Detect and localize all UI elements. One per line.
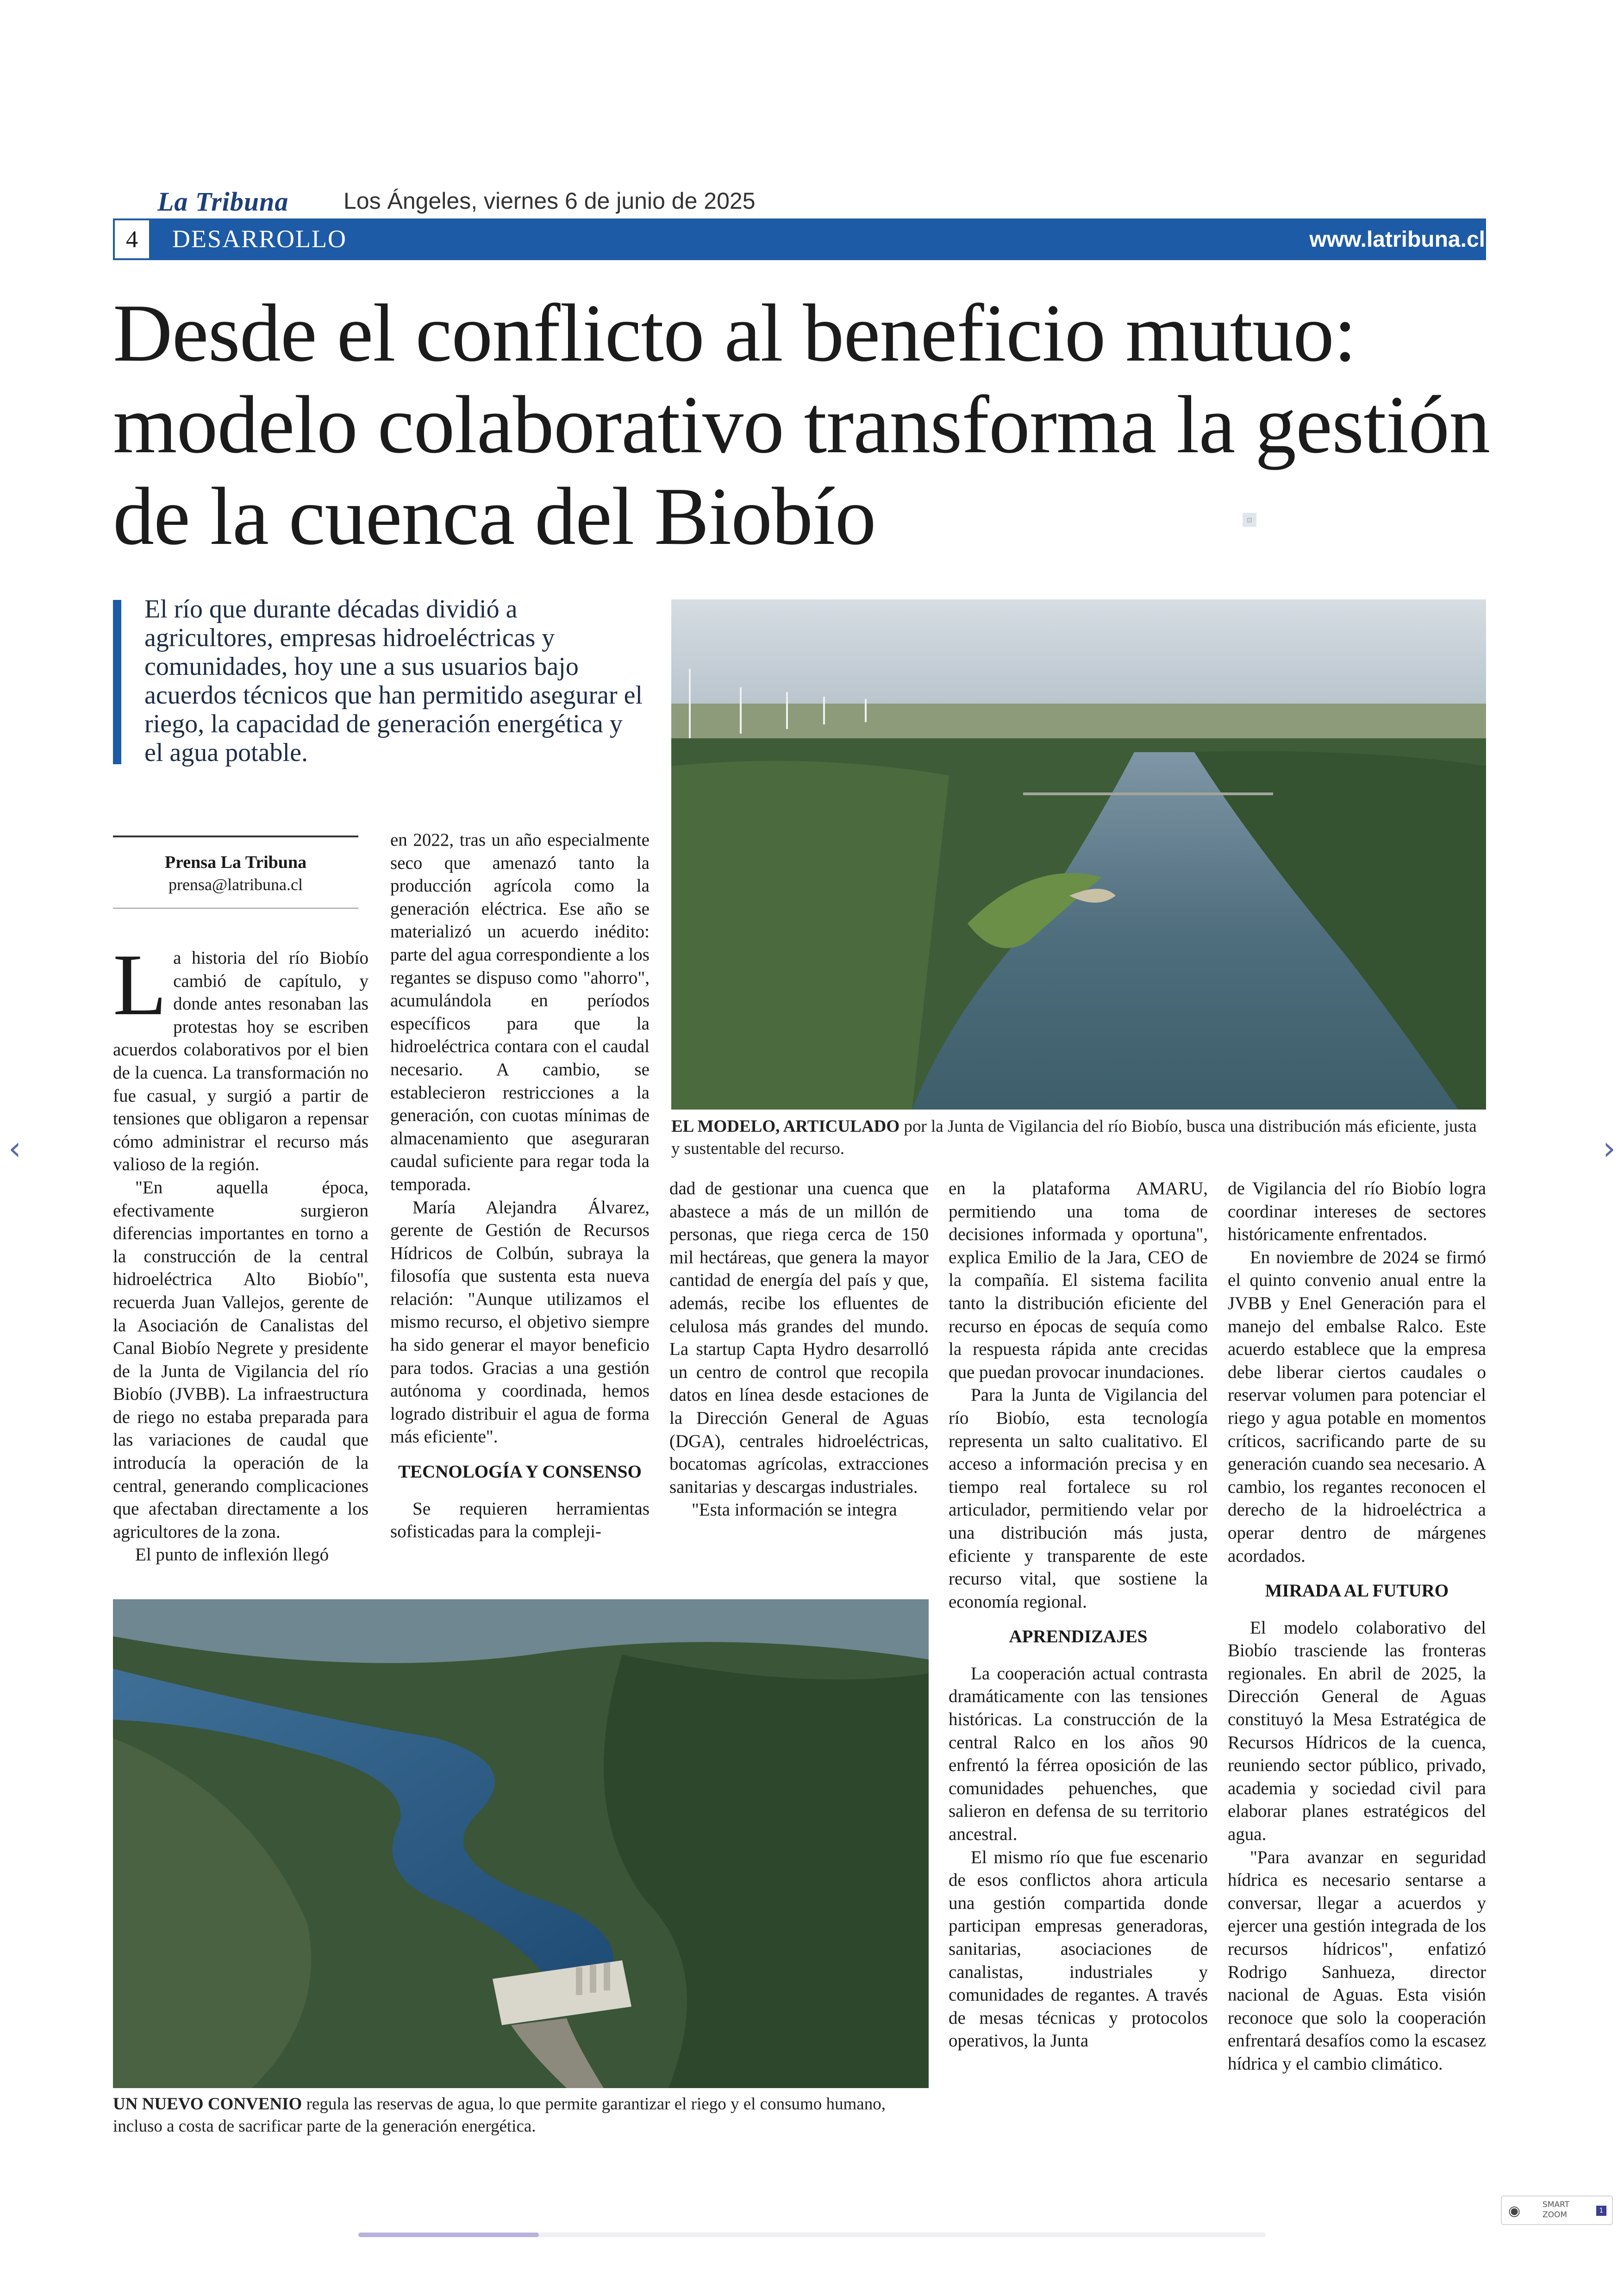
photo1-caption bbox=[671, 1116, 1486, 1160]
column-5-paragraph: "Para avanzar en seguridad hídrica es necesario sentarse a conversar, llegar a acuerdos y ejercer una gestión integrada de los recursos hídricos", enfatizó Rodrigo Sanhueza, director nacional de Aguas. Esta visión reconoce que solo la cooperación enfrentará desafíos como la escasez hídrica y el cambio climático. bbox=[1228, 1847, 1486, 2074]
subheading-tecnologia: TECNOLOGÍA Y CONSENSO bbox=[398, 1462, 642, 1482]
column-5-paragraph: El modelo colaborativo del Biobío trasciende las fronteras regionales. En abril de 2025, la Dirección General de Aguas constituyó la Mesa Estratégica de Recursos Hídricos de la cuenca, reuniendo sector público, privado, academia y sociedad civil para elaborar planes estratégicos del agua. bbox=[1228, 1617, 1486, 1845]
subheading-aprendizajes: APRENDIZAJES bbox=[1009, 1627, 1148, 1647]
section-label: DESARROLLO bbox=[172, 225, 347, 253]
article-column-4 bbox=[949, 1177, 1208, 2052]
column-4-paragraph: El mismo río que fue escenario de esos conflictos ahora articula una gestión compartida donde participan empresas generadoras, sanitarias, asociaciones de canalistas, industriales y comunidades de regantes. A través de mesas técnicas y protocolos operativos, la Junta bbox=[949, 1847, 1208, 2051]
page-number: 4 bbox=[113, 218, 151, 260]
byline-name: Prensa La Tribuna bbox=[164, 853, 307, 872]
article-column-1 bbox=[113, 936, 369, 1566]
article-deck: El río que durante décadas dividió a agricultores, empresas hidroeléctricas y comunidades, hoy une a sus usuarios bajo acuerdos técnicos que han permitido asegurar el riego, la capacidad de generación energética y el agua potable. bbox=[144, 595, 643, 767]
smart-zoom-label: SMART ZOOM bbox=[1543, 2200, 1570, 2220]
river-aerial-photo bbox=[671, 599, 1486, 1110]
column-3-paragraph: "Esta información se integra bbox=[692, 1500, 897, 1520]
scrollbar-thumb[interactable] bbox=[358, 2233, 539, 2237]
page-scrollbar[interactable] bbox=[358, 2233, 1266, 2237]
next-page-chevron-icon[interactable]: › bbox=[1603, 1129, 1616, 1167]
column-5-paragraph: de Vigilancia del río Biobío logra coordinar intereses de sectores históricamente enfrentados. bbox=[1228, 1179, 1486, 1245]
newspaper-logo: La Tribuna bbox=[157, 187, 289, 217]
column-5-paragraph: En noviembre de 2024 se firmó el quinto convenio anual entre la JVBB y Enel Generación para el manejo del embalse Ralco. Este acuerdo establece que la empresa debe liberar ciertos caudales o reservar volumen para potenciar el riego y agua potable en momentos críticos, sacrificando parte de su generación cuando sea necesario. A cambio, los regantes reconocen el derecho de la hidroeléctrica a operar dentro de márgenes acordados. bbox=[1228, 1247, 1486, 1566]
smart-zoom-button[interactable] bbox=[1501, 2195, 1613, 2225]
photo1-caption-text: por la Junta de Vigilancia del río Biobío, busca una distribución más eficiente, justa y sustentable del recurso. bbox=[671, 1117, 1477, 1158]
column-4-paragraph: La cooperación actual contrasta dramáticamente con las tensiones históricas. La construcción de la central Ralco en los años 90 enfrentó la férrea oposición de las comunidades pehuenches, que salieron en defensa de su territorio ancestral. bbox=[949, 1663, 1208, 1845]
column-1-paragraph: "En aquella época, efectivamente surgieron diferencias importantes en torno a la construcción de la central hidroeléctrica Alto Biobío", recuerda Juan Vallejos, gerente de la Asociación de Canalistas del Canal Biobío Negrete y presidente de la Junta de Vigilancia del río Biobío (JVBB). La infraestructura de riego no estaba preparada para las variaciones de caudal que introducía la operación de la central, generando complicaciones que afectaban directamente a los agricultores de la zona. bbox=[113, 1177, 369, 1542]
edit-marker-icon: ⊡ bbox=[1243, 513, 1256, 527]
column-4-paragraph: en la plataforma AMARU, permitiendo una toma de decisiones informada y oportuna", explica Emilio de la Jara, CEO de la compañía. El sistema facilita tanto la distribución eficiente del recurso en épocas de sequía como la respuesta rápida ante crecidas que puedan provocar inundaciones. bbox=[949, 1179, 1208, 1382]
dam-aerial-photo bbox=[113, 1599, 929, 2088]
column-2-paragraph: Se requieren herramientas sofisticadas para la compleji- bbox=[390, 1498, 650, 1542]
dam-aerial-illustration bbox=[113, 1599, 929, 2088]
article-headline: Desde el conflicto al beneficio mutuo: modelo colaborativo transforma la gestión de la cuenca del Biobío bbox=[113, 287, 1490, 562]
previous-page-chevron-icon[interactable]: ‹ bbox=[8, 1129, 21, 1167]
column-1-paragraph: La historia del río Biobío cambió de capítulo, y donde antes resonaban las protestas hoy se escriben acuerdos colaborativos por el bien de la cuenca. La transformación no fue casual, y surgió a partir de tensiones que obligaron a repensar cómo administrar el recurso más valioso de la región. bbox=[113, 936, 369, 1175]
deck-accent-bar bbox=[113, 600, 121, 764]
column-2-paragraph: María Alejandra Álvarez, gerente de Gestión de Recursos Hídricos de Colbún, subraya la filosofía que sustenta esta nueva relación: "Aunque utilizamos el mismo recurso, el objetivo siempre ha sido generar el mayor beneficio para todos. Gracias a una gestión autónoma y coordinada, hemos logrado distribuir el agua de forma más eficiente". bbox=[390, 1197, 650, 1447]
column-3-paragraph: dad de gestionar una cuenca que abastece a más de un millón de personas, que riega cerca de 150 mil hectáreas, que genera la mayor cantidad de energía del país y que, además, recibe los efluentes de celulosa más grandes del mundo. La startup Capta Hydro desarrolló un centro de control que recopila datos en línea desde estaciones de la Dirección General de Aguas (DGA), centrales hidroeléctricas, bocatomas agrícolas, extracciones sanitarias y descargas industriales. bbox=[669, 1179, 929, 1497]
dateline: Los Ángeles, viernes 6 de junio de 2025 bbox=[344, 188, 756, 214]
column-2-paragraph: en 2022, tras un año especialmente seco que amenazó tanto la producción agrícola como la generación eléctrica. Ese año se materializó un acuerdo inédito: parte del agua correspondiente a los regantes se dispuso como "ahorro", acumulándola en períodos específicos para que la hidroeléctrica contara con el caudal necesario. A cambio, se establecieron restricciones a la generación, con cuotas mínimas de almacenamiento que aseguraran caudal suficiente para regar toda la temporada. bbox=[390, 830, 650, 1194]
zoom-badge: 1 bbox=[1596, 2206, 1606, 2216]
article-column-5 bbox=[1228, 1177, 1486, 2076]
article-column-2 bbox=[390, 829, 650, 1543]
drop-cap: L bbox=[113, 936, 167, 1034]
subheading-mirada-al-futuro: MIRADA AL FUTURO bbox=[1265, 1581, 1449, 1601]
column-4-paragraph: Para la Junta de Vigilancia del río Biobío, esta tecnología representa un salto cualitativo. El acceso a información precisa y en tiempo real fortalece su rol articulador, permitiendo velar por una distribución más justa, eficiente y transparente de este recurso vital, que sostiene la economía regional. bbox=[949, 1385, 1208, 1612]
photo2-caption-text: regula las reservas de agua, lo que permite garantizar el riego y el consumo humano, incluso a costa de sacrificar parte de la generación energética. bbox=[113, 2095, 886, 2136]
column-1-paragraph: El punto de inflexión llegó bbox=[135, 1545, 329, 1565]
website-link[interactable]: www.latribuna.cl bbox=[1309, 227, 1485, 252]
river-aerial-illustration bbox=[671, 599, 1486, 1110]
photo2-caption-lead: UN NUEVO CONVENIO bbox=[113, 2095, 302, 2114]
article-column-3 bbox=[669, 1177, 929, 1522]
photo1-caption-lead: EL MODELO, ARTICULADO bbox=[671, 1117, 900, 1136]
eye-icon: ◉ bbox=[1508, 2203, 1521, 2219]
byline-email[interactable]: prensa@latribuna.cl bbox=[168, 875, 303, 894]
byline bbox=[113, 836, 358, 909]
photo2-caption bbox=[113, 2093, 929, 2138]
